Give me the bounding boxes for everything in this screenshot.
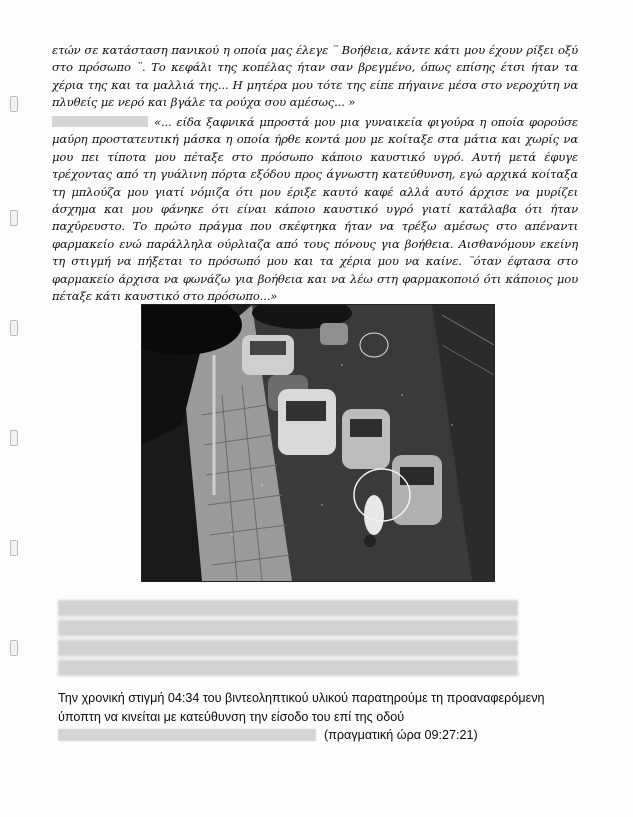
witness-quote-1: ετών σε κατάσταση πανικού η οποία μας έλεγε ¨ Βοήθεια, κάντε κάτι μου έχουν ρίξει οξύ στο πρόσωπο ¨. Το κεφάλι της κοπέλας ήταν σαν βρεγμένο, όπως επίσης έτσι ήταν τα χέρια της και τα μαλλιά της... Η μητέρα μου τότε της είπε πήγαινε μέσα στο νεροχύτη να πλυθείς με νερό και βγάλε τα ρούχα σου αμέσως... »: [52, 43, 578, 110]
image-caption: [58, 689, 558, 745]
caption-time-note: (πραγματική ώρα 09:27:21): [324, 728, 478, 743]
redacted-paragraph: [58, 600, 518, 676]
witness-quote-2-text: «... είδα ξαφνικά μπροστά μου μια γυναικεία φιγούρα η οποία φορούσε μαύρη προστατευτική μάσκα η οποία ήρθε κοντά μου με κοίταξε στα μάτια και χωρίς να μου πει τίποτα μου πέταξε στο πρόσωπο κάποιο καυστικό υγρό. Αυτή μετά έφυγε τρέχοντας από τη γυάλινη πόρτα εξόδου προς άγνωστη κατεύθυνση, εγώ αρχικά κοίταξα τη μπλούζα μου γιατί νόμιζα ότι μου έριξε καυτό καφέ αλλά αυτό άρχισε να μυρίζει άσχημα και μου φάνηκε ότι είναι κάποιο καυστικό υγρό γιατί κατάλαβα ότι ήταν παχύρευστο. Το πρώτο πράγμα που σκέφτηκα ήταν να τρέξω αμέσως στο απέναντι φαρμακείο ενώ παράλληλα ούρλιαζα από τους πόνους για βοήθεια. Αισθανόμουν εκείνη τη στιγμή να πήξεται το πρόσωπό μου και τα χέρια μου να καίνε. ¨όταν έφτασα στο φαρμακείο άρχισα να φωνάζω για βοήθεια και να λέω στη φαρμακοποιό ότι κάποιος μου πέταξε κάτι καυστικό στο πρόσωπο...»: [52, 115, 578, 304]
redacted-name: [52, 116, 148, 127]
binder-hole: [10, 430, 18, 446]
binder-holes: [8, 60, 20, 760]
binder-hole: [10, 540, 18, 556]
binder-hole: [10, 96, 18, 112]
binder-hole: [10, 210, 18, 226]
witness-quote-2: [52, 114, 578, 305]
redacted-street: [58, 729, 316, 741]
binder-hole: [10, 320, 18, 336]
binder-hole: [10, 640, 18, 656]
surveillance-image: [142, 305, 494, 581]
surveillance-photo: [141, 304, 495, 582]
caption-text: Την χρονική στιγμή 04:34 του βιντεοληπτικού υλικού παρατηρούμε τη προαναφερόμενη ύποπτη να κινείται με κατεύθυνση την είσοδο του επί της οδού: [58, 691, 545, 724]
